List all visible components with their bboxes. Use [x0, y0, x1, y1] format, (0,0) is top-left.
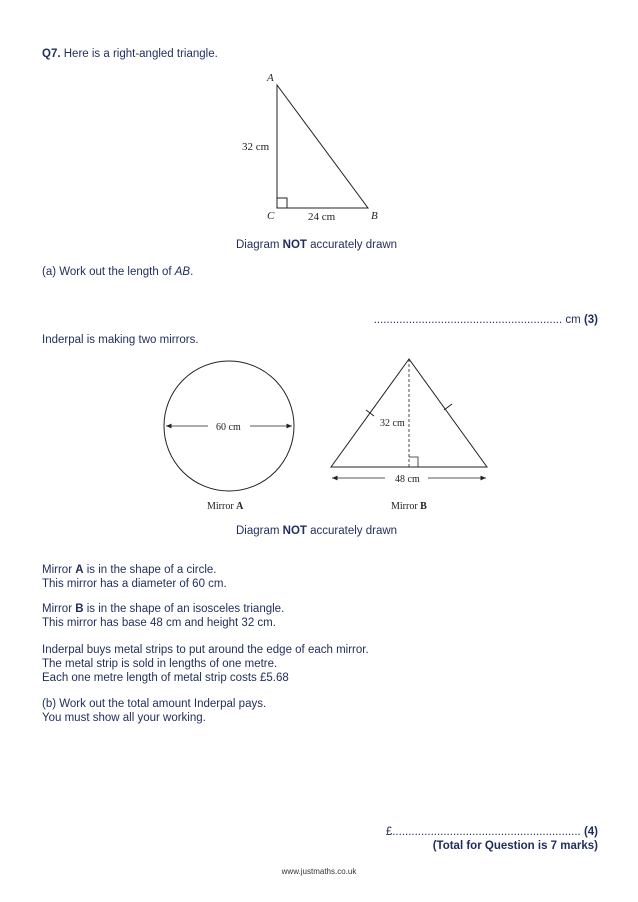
strip-text-1: Inderpal buys metal strips to put around the edge of each mirror. — [42, 644, 369, 656]
question-header — [42, 47, 218, 61]
right-angle-marker — [277, 198, 287, 208]
base-label: 48 cm — [395, 474, 420, 485]
right-triangle-diagram — [230, 70, 400, 228]
total-marks: (Total for Question is 7 marks) — [432, 840, 598, 852]
part-a-text: . — [190, 266, 194, 278]
mirror-b-label: Mirror B — [391, 501, 427, 512]
answer-unit: cm — [562, 314, 584, 326]
mirror-a-text: Mirror — [42, 564, 76, 576]
mirror-b-description — [42, 602, 284, 616]
currency-symbol: £ — [385, 826, 393, 838]
part-b-answer-line[interactable] — [386, 825, 598, 839]
part-a-segment: AB — [174, 266, 191, 278]
mirror-b-text: is in the shape of an isosceles triangle. — [83, 603, 285, 615]
mirrors-diagram — [160, 352, 500, 517]
mirror-a-diameter-text: This mirror has a diameter of 60 cm. — [42, 578, 227, 590]
part-a-answer-line[interactable] — [374, 313, 598, 327]
vertex-c-label: C — [267, 210, 275, 222]
mirror-b-text: Mirror — [42, 603, 76, 615]
caption-text: accurately drawn — [306, 525, 398, 537]
question-number: Q7. — [42, 48, 61, 60]
part-a-text: (a) Work out the length of — [42, 266, 175, 278]
marks-b: (4) — [580, 826, 598, 838]
question-intro: Here is a right-angled triangle. — [63, 48, 218, 60]
caption-emphasis: NOT — [282, 239, 307, 251]
strip-text-3: Each one metre length of metal strip costs £5.68 — [42, 672, 289, 684]
diameter-label: 60 cm — [216, 422, 241, 433]
strip-text-2: The metal strip is sold in lengths of one metre. — [42, 658, 278, 670]
caption-text: accurately drawn — [306, 239, 398, 251]
vertex-b-label: B — [371, 210, 378, 222]
side-cb-label: 24 cm — [308, 211, 336, 223]
answer-dots: ........................................................... — [392, 826, 581, 838]
diagram1-caption — [236, 238, 397, 252]
caption-emphasis: NOT — [282, 525, 307, 537]
marks-a: (3) — [583, 314, 598, 326]
answer-dots: ........................................................... — [373, 314, 563, 326]
equal-side-tick-right — [444, 404, 452, 410]
caption-text: Diagram — [236, 525, 283, 537]
height-label: 32 cm — [380, 418, 405, 429]
part-b-instruction: You must show all your working. — [42, 712, 206, 724]
diagram2-caption — [236, 524, 397, 538]
part-b-question: (b) Work out the total amount Inderpal pays. — [42, 698, 267, 710]
part-a-question — [42, 265, 193, 279]
vertex-a-label: A — [267, 72, 274, 84]
mirror-a-label: Mirror A — [207, 501, 244, 512]
caption-text: Diagram — [236, 239, 283, 251]
equal-side-tick-left — [366, 410, 374, 416]
mirror-a-description — [42, 563, 217, 577]
mirror-b-dimensions-text: This mirror has base 48 cm and height 32 cm. — [42, 617, 276, 629]
triangle-abc — [277, 85, 368, 208]
side-ac-label: 32 cm — [242, 141, 270, 153]
right-angle-marker-b — [409, 457, 418, 467]
mirrors-intro: Inderpal is making two mirrors. — [42, 334, 199, 346]
footer-url: www.justmaths.co.uk — [281, 867, 357, 876]
mirror-b-text: B — [75, 603, 84, 615]
mirror-a-text: is in the shape of a circle. — [83, 564, 217, 576]
mirror-a-text: A — [75, 564, 84, 576]
